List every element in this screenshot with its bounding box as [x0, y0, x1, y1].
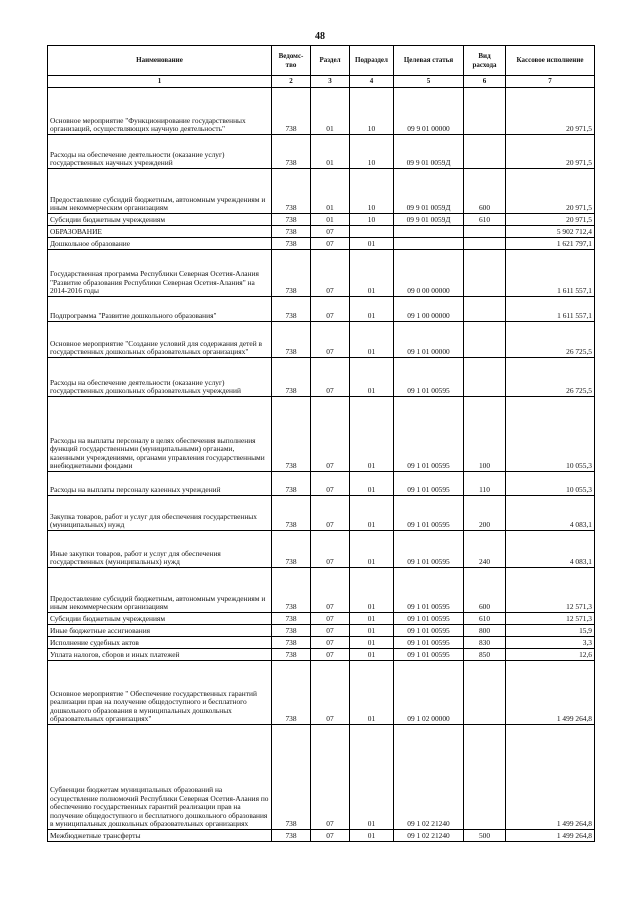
cell-podrazdel: 10	[350, 88, 394, 135]
cell-vr: 240	[464, 531, 506, 568]
cell-vr: 110	[464, 472, 506, 496]
cell-csr: 09 1 01 00000	[394, 322, 464, 358]
cell-amount: 1 499 264,8	[506, 661, 595, 725]
cell-podrazdel: 01	[350, 661, 394, 725]
table-row	[48, 830, 595, 842]
cell-ved: 738	[272, 637, 311, 649]
cell-ved: 738	[272, 322, 311, 358]
cell-vr	[464, 226, 506, 238]
cell-name: Расходы на выплаты персоналу в целях обеспечения выполнения функций государственными (муниципальными) органами, казенными учреждениями, органами управления государственными внебюджетными фондами	[48, 397, 272, 472]
col-header-csr: Целевая статья	[394, 46, 464, 76]
cell-ved: 738	[272, 472, 311, 496]
cell-razdel: 07	[311, 322, 350, 358]
cell-vr: 200	[464, 496, 506, 531]
cell-name: Субвенции бюджетам муниципальных образований на осуществление полномочий Республики Северная Осетия-Алания по обеспечению государственных гарантий реализации прав на получение общедоступного и бесплатного дошкольного образования в муниципальных дошкольных образовательных организациях	[48, 725, 272, 830]
cell-razdel: 07	[311, 649, 350, 661]
cell-amount: 1 611 557,1	[506, 250, 595, 297]
cell-csr: 09 9 01 0059Д	[394, 169, 464, 214]
cell-amount: 1 621 797,1	[506, 238, 595, 250]
cell-podrazdel: 01	[350, 238, 394, 250]
cell-vr: 100	[464, 397, 506, 472]
cell-razdel: 01	[311, 214, 350, 226]
cell-amount: 1 611 557,1	[506, 297, 595, 322]
cell-name: Исполнение судебных актов	[48, 637, 272, 649]
cell-podrazdel: 01	[350, 568, 394, 613]
cell-name: Подпрограмма "Развитие дошкольного образования"	[48, 297, 272, 322]
cell-vr	[464, 725, 506, 830]
cell-razdel: 01	[311, 88, 350, 135]
cell-amount: 1 499 264,8	[506, 725, 595, 830]
col-header-name: Наименование	[48, 46, 272, 76]
cell-name: Закупка товаров, работ и услуг для обеспечения государственных (муниципальных) нужд	[48, 496, 272, 531]
cell-amount: 12 571,3	[506, 568, 595, 613]
col-header-amount: Кассовое исполнение	[506, 46, 595, 76]
cell-csr: 09 1 02 21240	[394, 725, 464, 830]
cell-amount: 5 902 712,4	[506, 226, 595, 238]
cell-vr	[464, 250, 506, 297]
cell-podrazdel: 01	[350, 297, 394, 322]
cell-amount: 10 055,3	[506, 472, 595, 496]
cell-name: Дошкольное образование	[48, 238, 272, 250]
cell-razdel: 01	[311, 135, 350, 169]
cell-amount: 4 083,1	[506, 531, 595, 568]
table-row	[48, 613, 595, 625]
page-number: 48	[315, 31, 325, 42]
cell-name: Уплата налогов, сборов и иных платежей	[48, 649, 272, 661]
cell-csr: 09 1 00 00000	[394, 297, 464, 322]
col-number: 4	[350, 76, 394, 88]
cell-amount: 26 725,5	[506, 322, 595, 358]
cell-razdel: 07	[311, 297, 350, 322]
cell-amount: 15,9	[506, 625, 595, 637]
col-number: 1	[48, 76, 272, 88]
cell-razdel: 07	[311, 725, 350, 830]
cell-podrazdel: 01	[350, 625, 394, 637]
cell-csr: 09 9 01 0059Д	[394, 214, 464, 226]
cell-podrazdel	[350, 226, 394, 238]
cell-ved: 738	[272, 625, 311, 637]
cell-ved: 738	[272, 226, 311, 238]
table-row	[48, 238, 595, 250]
cell-vr: 800	[464, 625, 506, 637]
cell-podrazdel: 01	[350, 613, 394, 625]
cell-podrazdel: 01	[350, 649, 394, 661]
cell-amount: 4 083,1	[506, 496, 595, 531]
cell-csr: 09 1 01 00595	[394, 531, 464, 568]
cell-name: Государственная программа Республики Северная Осетия-Алания "Развитие образования Республики Северная Осетия-Алания" на 2014-2016 годы	[48, 250, 272, 297]
cell-podrazdel: 01	[350, 472, 394, 496]
cell-podrazdel: 01	[350, 250, 394, 297]
cell-name: Основное мероприятие "Создание условий для содержания детей в государственных дошкольных образовательных организациях"	[48, 322, 272, 358]
cell-name: Субсидии бюджетным учреждениям	[48, 214, 272, 226]
cell-amount: 1 499 264,8	[506, 830, 595, 842]
cell-podrazdel: 10	[350, 135, 394, 169]
col-header-ved: Ведомс-тво	[272, 46, 311, 76]
cell-csr: 09 1 01 00595	[394, 496, 464, 531]
cell-ved: 738	[272, 214, 311, 226]
cell-csr: 09 1 02 21240	[394, 830, 464, 842]
col-number: 7	[506, 76, 595, 88]
cell-vr: 610	[464, 613, 506, 625]
col-header-vr: Вид расхода	[464, 46, 506, 76]
cell-name: Иные бюджетные ассигнования	[48, 625, 272, 637]
table-row	[48, 661, 595, 725]
cell-podrazdel: 01	[350, 531, 394, 568]
cell-razdel: 07	[311, 358, 350, 397]
cell-csr: 09 9 01 00000	[394, 88, 464, 135]
cell-ved: 738	[272, 661, 311, 725]
cell-csr: 09 1 01 00595	[394, 472, 464, 496]
cell-name: Предоставление субсидий бюджетным, автономным учреждениям и иным некоммерческим организациям	[48, 568, 272, 613]
table-row	[48, 397, 595, 472]
cell-ved: 738	[272, 725, 311, 830]
cell-ved: 738	[272, 613, 311, 625]
table-row	[48, 625, 595, 637]
cell-vr: 610	[464, 214, 506, 226]
table-row	[48, 568, 595, 613]
table-row	[48, 135, 595, 169]
cell-amount: 20 971,5	[506, 88, 595, 135]
cell-csr: 09 1 01 00595	[394, 358, 464, 397]
cell-csr	[394, 226, 464, 238]
cell-razdel: 07	[311, 568, 350, 613]
cell-razdel: 07	[311, 830, 350, 842]
cell-ved: 738	[272, 830, 311, 842]
cell-razdel: 07	[311, 661, 350, 725]
cell-vr: 600	[464, 169, 506, 214]
cell-vr	[464, 358, 506, 397]
cell-vr	[464, 88, 506, 135]
cell-ved: 738	[272, 649, 311, 661]
cell-vr: 600	[464, 568, 506, 613]
cell-razdel: 07	[311, 226, 350, 238]
cell-vr	[464, 661, 506, 725]
table-row	[48, 214, 595, 226]
cell-vr	[464, 135, 506, 169]
cell-csr: 09 1 01 00595	[394, 625, 464, 637]
cell-ved: 738	[272, 568, 311, 613]
cell-name: Предоставление субсидий бюджетным, автономным учреждениям и иным некоммерческим организациям	[48, 169, 272, 214]
cell-csr: 09 1 01 00595	[394, 397, 464, 472]
cell-csr: 09 9 01 0059Д	[394, 135, 464, 169]
cell-ved: 738	[272, 358, 311, 397]
cell-name: Расходы на обеспечение деятельности (оказание услуг) государственных научных учреждений	[48, 135, 272, 169]
table-row	[48, 531, 595, 568]
cell-razdel: 07	[311, 637, 350, 649]
col-number: 6	[464, 76, 506, 88]
cell-csr: 09 1 01 00595	[394, 637, 464, 649]
cell-amount: 26 725,5	[506, 358, 595, 397]
cell-ved: 738	[272, 169, 311, 214]
cell-amount: 20 971,5	[506, 214, 595, 226]
table-row	[48, 250, 595, 297]
table-row	[48, 472, 595, 496]
cell-name: Субсидии бюджетным учреждениям	[48, 613, 272, 625]
cell-name: Расходы на выплаты персоналу казенных учреждений	[48, 472, 272, 496]
cell-razdel: 01	[311, 169, 350, 214]
cell-name: Межбюджетные трансферты	[48, 830, 272, 842]
header-row	[48, 46, 595, 76]
table-row	[48, 725, 595, 830]
cell-podrazdel: 01	[350, 830, 394, 842]
cell-ved: 738	[272, 250, 311, 297]
cell-name: ОБРАЗОВАНИЕ	[48, 226, 272, 238]
cell-razdel: 07	[311, 472, 350, 496]
cell-razdel: 07	[311, 397, 350, 472]
cell-vr: 500	[464, 830, 506, 842]
column-number-row	[48, 76, 595, 88]
cell-amount: 12,6	[506, 649, 595, 661]
cell-vr	[464, 297, 506, 322]
col-number: 5	[394, 76, 464, 88]
cell-ved: 738	[272, 531, 311, 568]
cell-ved: 738	[272, 397, 311, 472]
budget-table	[47, 45, 595, 842]
cell-ved: 738	[272, 238, 311, 250]
cell-podrazdel: 01	[350, 322, 394, 358]
cell-razdel: 07	[311, 238, 350, 250]
cell-name: Расходы на обеспечение деятельности (оказание услуг) государственных дошкольных образовательных учреждений	[48, 358, 272, 397]
table-row	[48, 496, 595, 531]
cell-razdel: 07	[311, 613, 350, 625]
cell-name: Основное мероприятие " Обеспечение государственных гарантий реализации прав на получение общедоступного и бесплатного дошкольного образования в муниципальных дошкольных образовательных организациях"	[48, 661, 272, 725]
table-row	[48, 649, 595, 661]
cell-ved: 738	[272, 135, 311, 169]
col-number: 3	[311, 76, 350, 88]
table-row	[48, 169, 595, 214]
cell-podrazdel: 01	[350, 725, 394, 830]
cell-name: Основное мероприятие "Функционирование государственных организаций, осуществляющих научную деятельность"	[48, 88, 272, 135]
table-row	[48, 637, 595, 649]
cell-podrazdel: 01	[350, 637, 394, 649]
cell-podrazdel: 10	[350, 169, 394, 214]
cell-amount: 12 571,3	[506, 613, 595, 625]
cell-csr	[394, 238, 464, 250]
cell-csr: 09 1 02 00000	[394, 661, 464, 725]
col-header-razdel: Раздел	[311, 46, 350, 76]
cell-razdel: 07	[311, 250, 350, 297]
col-number: 2	[272, 76, 311, 88]
cell-ved: 738	[272, 88, 311, 135]
cell-amount: 20 971,5	[506, 135, 595, 169]
cell-podrazdel: 10	[350, 214, 394, 226]
cell-podrazdel: 01	[350, 358, 394, 397]
cell-podrazdel: 01	[350, 496, 394, 531]
cell-csr: 09 1 01 00595	[394, 613, 464, 625]
cell-name: Иные закупки товаров, работ и услуг для обеспечения государственных (муниципальных) нужд	[48, 531, 272, 568]
cell-razdel: 07	[311, 531, 350, 568]
cell-vr: 830	[464, 637, 506, 649]
cell-razdel: 07	[311, 496, 350, 531]
table-row	[48, 88, 595, 135]
cell-vr	[464, 322, 506, 358]
cell-csr: 09 1 01 00595	[394, 568, 464, 613]
table-row	[48, 358, 595, 397]
col-header-podrazdel: Подраздел	[350, 46, 394, 76]
cell-razdel: 07	[311, 625, 350, 637]
table-row	[48, 226, 595, 238]
cell-podrazdel: 01	[350, 397, 394, 472]
table-row	[48, 322, 595, 358]
cell-vr: 850	[464, 649, 506, 661]
cell-ved: 738	[272, 297, 311, 322]
cell-csr: 09 0 00 00000	[394, 250, 464, 297]
cell-ved: 738	[272, 496, 311, 531]
cell-csr: 09 1 01 00595	[394, 649, 464, 661]
cell-amount: 20 971,5	[506, 169, 595, 214]
cell-amount: 10 055,3	[506, 397, 595, 472]
cell-vr	[464, 238, 506, 250]
cell-amount: 3,3	[506, 637, 595, 649]
table-row	[48, 297, 595, 322]
